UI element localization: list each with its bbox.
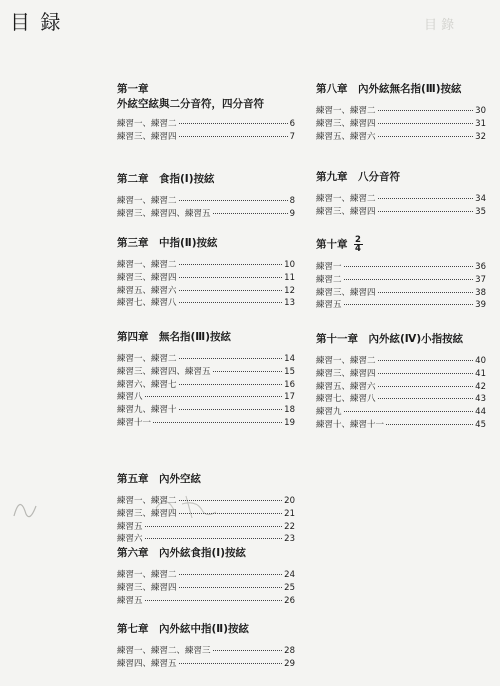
toc-entry [117,366,295,379]
toc-entry [117,297,295,310]
dot-leader [386,424,473,425]
dot-leader [213,213,288,214]
toc-entry [316,393,486,406]
toc-entry-label: 練習五、練習六 [316,381,376,392]
chapter-title [117,622,295,637]
toc-entry-label: 練習十、練習十一 [316,419,385,430]
chapter-title-text: 第四章 無名指(Ⅲ)按絃 [117,331,232,343]
dot-leader [179,358,283,359]
toc-entry [316,261,486,274]
toc-entry-list [316,105,486,143]
toc-entry-label: 練習一、練習二 [117,260,177,270]
chapter-title [117,236,295,251]
toc-page-number: 24 [284,570,295,580]
toc-page-number: 43 [475,394,486,405]
dot-leader [344,411,474,412]
toc-entry [117,569,295,582]
toc-page-number: 16 [284,379,295,390]
toc-entry-label: 練習五 [117,521,143,532]
toc-entry [117,208,295,221]
toc-entry-label: 練習三、練習四 [316,118,376,129]
toc-entry [117,508,295,521]
toc-page-number: 23 [284,534,295,545]
toc-page-number: 14 [284,354,295,364]
toc-entry-label: 練習七、練習八 [117,298,177,309]
toc-page-number: 9 [289,208,295,219]
chapter-block [117,236,295,310]
toc-entry-list [117,118,295,144]
toc-entry-label: 練習八 [117,392,143,403]
toc-entry-list [316,355,486,432]
toc-entry-list [316,261,486,312]
toc-page-number: 31 [475,118,486,129]
chapter-title [316,170,486,185]
dot-leader [179,264,283,265]
chapter-block [117,82,295,144]
toc-page-number: 45 [475,419,486,430]
toc-entry-label: 練習三、練習四 [117,272,177,283]
chapter-block [117,472,295,546]
chapter-title [117,546,295,561]
page-title: 目 録 [10,10,63,34]
toc-entry-label: 練習一、練習二 [316,356,376,366]
toc-entry [316,287,486,300]
toc-page-number: 25 [284,582,295,593]
toc-entry [117,595,295,608]
fraction-numerator: 2 [355,235,361,245]
toc-entry [117,272,295,285]
toc-entry-label: 練習九、練習十 [117,405,177,416]
toc-entry-list [316,193,486,219]
dot-leader [179,409,283,410]
dot-leader [378,110,474,111]
toc-entry-label: 練習三、練習四、練習五 [117,208,211,219]
toc-entry-list [117,353,295,430]
toc-entry-label: 練習三、練習四 [117,131,177,142]
chapter-title-text: 第九章 八分音符 [316,171,400,183]
toc-page-number: 18 [284,405,295,416]
toc-entry-label: 練習六 [117,534,143,545]
dot-leader [213,650,283,651]
chapter-block [316,82,486,143]
dot-leader [179,290,283,291]
toc-entry [117,582,295,595]
toc-page-number: 44 [475,407,486,418]
toc-entry-list [117,645,295,671]
toc-entry-label: 練習五 [316,300,342,311]
toc-entry [316,419,486,432]
dot-leader [179,513,283,514]
chapter-title-text: 第二章 食指(Ⅰ)按絃 [117,173,215,185]
toc-entry-label: 練習一、練習二、練習三 [117,646,211,656]
chapter-title [117,172,295,187]
dot-leader [378,211,474,212]
toc-page-number: 30 [475,106,486,116]
toc-entry [117,645,295,658]
chapter-title [117,330,295,345]
toc-page-number: 41 [475,368,486,379]
toc-entry-label: 練習五、練習六 [316,131,376,142]
toc-entry-label: 練習六、練習七 [117,379,177,390]
chapter-title-text: 第五章 內外空絃 [117,473,201,485]
time-signature-fraction [354,236,363,253]
toc-entry [316,118,486,131]
dot-leader [179,587,283,588]
toc-entry [117,391,295,404]
toc-page-number: 6 [289,119,295,129]
toc-entry-list [117,569,295,607]
chapter-block [117,330,295,430]
toc-entry-label: 練習五、練習六 [117,285,177,296]
dot-leader [378,198,474,199]
toc-page-number: 10 [284,260,295,270]
dot-leader [179,663,283,664]
chapter-title-text: 第十章 [316,238,348,251]
chapter-title [316,332,486,347]
dot-leader [344,279,474,280]
toc-page-number: 29 [284,658,295,669]
toc-entry [117,353,295,366]
toc-entry-label: 練習一、練習二 [316,194,376,204]
toc-entry-label: 練習二 [316,274,342,285]
toc-entry-label: 練習三、練習四、練習五 [117,366,211,377]
toc-entry [117,195,295,208]
dot-leader [145,538,283,539]
toc-page-number: 19 [284,417,295,428]
toc-page-number: 26 [284,595,295,606]
toc-page-number: 37 [475,274,486,285]
chapter-title-text: 第六章 內外絃食指(Ⅰ)按絃 [117,547,247,559]
chapter-title-text: 第十一章 內外絃(Ⅳ)小指按絃 [316,333,464,345]
dot-leader [179,500,283,501]
toc-entry [316,105,486,118]
dot-leader [378,398,474,399]
toc-entry-label: 練習七、練習八 [316,394,376,405]
dot-leader [378,386,474,387]
toc-page-number: 35 [475,206,486,217]
toc-entry [316,131,486,144]
dot-leader [378,373,474,374]
chapter-title [117,82,295,97]
dot-leader [179,384,283,385]
chapter-title [117,472,295,487]
toc-entry-label: 練習一、練習二 [117,354,177,364]
fraction-denominator: 4 [355,244,361,254]
toc-entry [117,658,295,671]
toc-page-number: 15 [284,366,295,377]
chapter-title-text: 第七章 內外絃中指(Ⅱ)按絃 [117,623,250,635]
toc-page-number: 32 [475,131,486,142]
toc-entry-label: 練習十一 [117,417,152,428]
toc-entry-label: 練習一、練習二 [117,496,177,506]
dot-leader [378,123,474,124]
toc-entry [117,259,295,272]
chapter-title [316,82,486,97]
toc-entry-label: 練習三、練習四 [316,368,376,379]
dot-leader [344,304,474,305]
toc-entry [117,417,295,430]
dot-leader [179,277,283,278]
toc-entry-label: 練習一、練習二 [117,119,177,129]
toc-entry-label: 練習三、練習四 [117,508,177,519]
toc-entry-label: 練習三、練習四 [316,287,376,298]
toc-page-number: 22 [284,521,295,532]
chapter-block [316,332,486,432]
toc-entry-list [117,495,295,546]
toc-page-number: 21 [284,508,295,519]
chapter-title [316,236,486,253]
toc-entry-label: 練習一、練習二 [117,196,177,206]
toc-entry [316,368,486,381]
chapter-title-text: 第三章 中指(Ⅱ)按絃 [117,237,218,249]
toc-entry [316,355,486,368]
dot-leader [378,136,474,137]
toc-page-number: 42 [475,381,486,392]
toc-entry [316,274,486,287]
toc-entry [117,379,295,392]
toc-entry-label: 練習五 [117,595,143,606]
dot-leader [179,302,283,303]
chapter-block [316,170,486,219]
toc-page-number: 11 [284,272,295,283]
dot-leader [179,574,283,575]
toc-entry-label: 練習一 [316,262,342,272]
toc-page-number: 17 [284,392,295,403]
toc-page-number: 28 [284,646,295,656]
dot-leader [153,422,282,423]
toc-entry [117,285,295,298]
toc-entry [316,206,486,219]
toc-page-number: 40 [475,356,486,366]
toc-entry-label: 練習一、練習二 [316,106,376,116]
toc-entry [117,533,295,546]
toc-page-number: 39 [475,300,486,311]
toc-page-number: 7 [289,131,295,142]
toc-entry-label: 練習九 [316,407,342,418]
toc-entry-list [117,259,295,310]
dot-leader [213,371,283,372]
toc-entry [117,495,295,508]
toc-entry [117,118,295,131]
toc-page-number: 34 [475,194,486,204]
toc-entry-list [117,195,295,221]
chapter-block [117,622,295,671]
toc-page-number: 12 [284,285,295,296]
toc-page-number: 8 [289,196,295,206]
toc-entry [316,381,486,394]
toc-page-number: 13 [284,298,295,309]
toc-page-number: 20 [284,496,295,506]
dot-leader [378,292,474,293]
chapter-block [117,546,295,607]
toc-entry [117,521,295,534]
chapter-block [117,172,295,221]
toc-entry-label: 練習四、練習五 [117,658,177,669]
toc-entry-label: 練習三、練習四 [117,582,177,593]
chapter-block [316,236,486,312]
bleed-through-title: 目 錄 [424,18,455,33]
dot-leader [378,360,474,361]
chapter-subtitle: 外絃空絃與二分音符，四分音符 [117,98,264,110]
chapter-title-text: 第一章 [117,83,149,95]
chapter-title-text: 第八章 內外絃無名指(Ⅲ)按絃 [316,83,462,95]
dot-leader [344,266,474,267]
toc-entry [117,404,295,417]
toc-entry-label: 練習三、練習四 [316,206,376,217]
dot-leader [179,136,288,137]
dot-leader [145,396,283,397]
toc-entry [316,406,486,419]
dot-leader [145,526,283,527]
dot-leader [179,200,288,201]
dot-leader [179,123,288,124]
toc-entry [117,131,295,144]
toc-entry [316,299,486,312]
toc-entry-label: 練習一、練習二 [117,570,177,580]
toc-page-number: 38 [475,287,486,298]
toc-page-number: 36 [475,262,486,272]
dot-leader [145,600,283,601]
toc-entry [316,193,486,206]
